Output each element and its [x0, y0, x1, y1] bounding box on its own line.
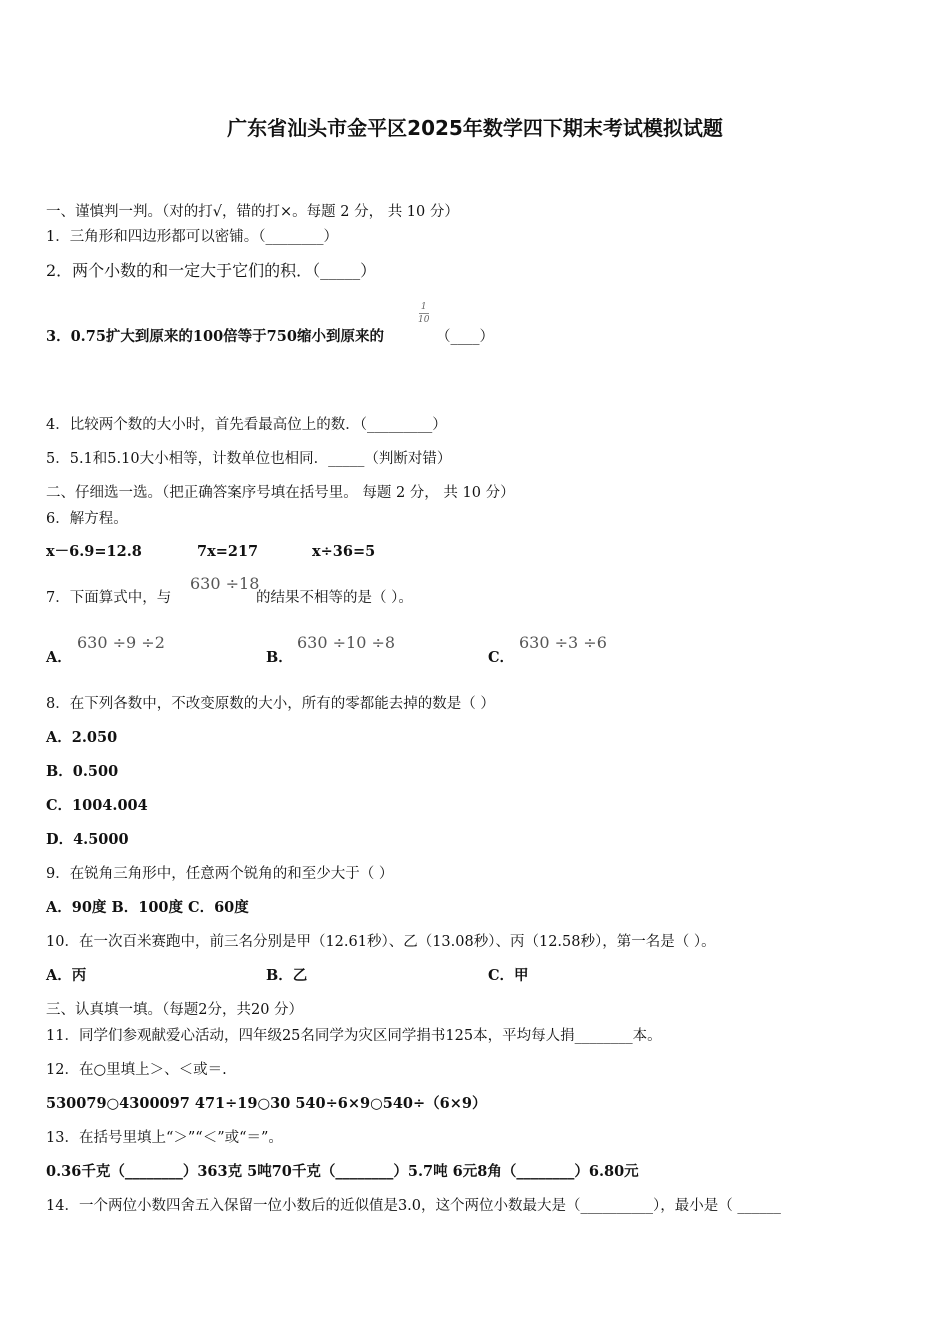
- question-13-items: 0.36千克（________）363克 5吨70千克（________）5.7吨 6元8角（________）6.80元: [46, 1163, 639, 1180]
- option-10b: B．乙: [266, 967, 308, 984]
- question-4: 4．比较两个数的大小时，首先看最高位上的数．（_________）: [46, 417, 447, 433]
- question-7-expression: 630 ÷18: [190, 574, 260, 593]
- question-9: 9．在锐角三角形中，任意两个锐角的和至少大于（ ）: [46, 866, 394, 882]
- question-10: 10．在一次百米赛跑中，前三名分别是甲（12.61秒）、乙（13.08秒）、丙（12.58秒），第一名是（ ）。: [46, 934, 716, 950]
- question-14: 14．一个两位小数四舍五入保留一位小数后的近似值是3.0，这个两位小数最大是（__________），最小是（ ______: [46, 1198, 781, 1214]
- question-7-suffix: 的结果不相等的是（ ）。: [256, 590, 413, 606]
- section2-heading: 二、仔细选一选。（把正确答案序号填在括号里。 每题 2 分， 共 10 分）: [46, 485, 515, 501]
- option-8c: C．1004.004: [46, 797, 148, 814]
- section1-heading: 一、谨慎判一判。（对的打√，错的打×。每题 2 分， 共 10 分）: [46, 204, 459, 220]
- option-7c-label: C．: [488, 649, 515, 666]
- question-2: 2．两个小数的和一定大于它们的积．（_____）: [46, 261, 377, 280]
- option-8b: B．0.500: [46, 763, 119, 780]
- question-5: 5．5.1和5.10大小相等，计数单位也相同．_____（判断对错）: [46, 451, 452, 467]
- question-8: 8．在下列各数中，不改变原数的大小，所有的零都能去掉的数是（ ）: [46, 696, 495, 712]
- option-7b-label: B．: [266, 649, 293, 666]
- option-7c-expression: 630 ÷3 ÷6: [519, 633, 607, 652]
- fraction-one-tenth: [418, 302, 429, 325]
- section3-heading: 三、认真填一填。（每题2分，共20 分）: [46, 1002, 304, 1018]
- fraction-numerator: 1: [420, 302, 427, 312]
- question-1: 1．三角形和四边形都可以密铺。（________）: [46, 229, 338, 245]
- equation-1: x－6.9=12.8: [46, 543, 142, 560]
- option-8d: D．4.5000: [46, 831, 129, 848]
- page-title: 广东省汕头市金平区2025年数学四下期末考试模拟试题: [227, 116, 723, 140]
- option-7a-label: A．: [46, 649, 72, 666]
- question-3-prefix: 3．0.75扩大到原来的100倍等于750缩小到原来的: [46, 328, 384, 345]
- equation-2: 7x=217: [197, 543, 259, 560]
- question-9-options: A．90度 B．100度 C．60度: [46, 899, 249, 916]
- option-7a-expression: 630 ÷9 ÷2: [77, 633, 165, 652]
- question-3: [46, 327, 384, 347]
- question-3-suffix: （____）: [436, 329, 494, 345]
- question-6: 6．解方程。: [46, 511, 128, 527]
- question-12-items: 530079○4300097 471÷19○30 540÷6×9○540÷（6×9）: [46, 1095, 487, 1112]
- fraction-denominator: 10: [418, 315, 430, 325]
- question-11: 11．同学们参观献爱心活动，四年级25名同学为灾区同学捐书125本，平均每人捐________本。: [46, 1028, 662, 1044]
- question-12: 12．在○里填上＞、＜或＝.: [46, 1062, 227, 1078]
- fraction-bar: [419, 313, 429, 314]
- option-10a: A．丙: [46, 967, 87, 984]
- question-13: 13．在括号里填上“＞”“＜”或“＝”。: [46, 1130, 283, 1146]
- option-8a: A．2.050: [46, 729, 118, 746]
- option-10c: C．甲: [488, 967, 529, 984]
- option-7b-expression: 630 ÷10 ÷8: [297, 633, 396, 652]
- question-7-prefix: 7．下面算式中，与: [46, 590, 172, 606]
- equation-3: x÷36=5: [312, 543, 376, 560]
